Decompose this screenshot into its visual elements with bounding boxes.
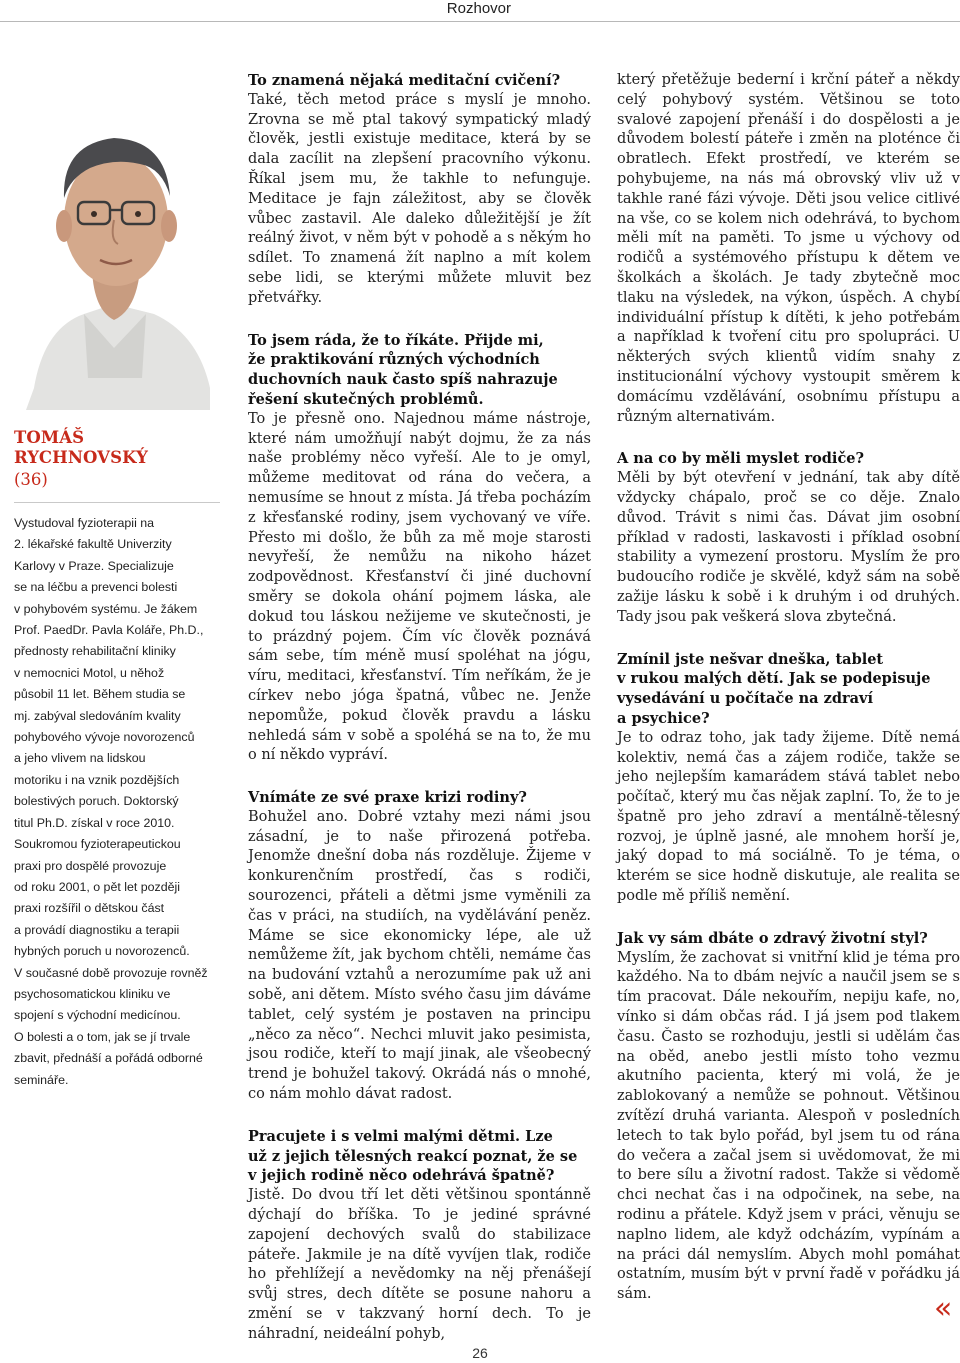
- question-line: duchovních nauk často spíš nahrazuje: [248, 371, 558, 389]
- answer-paragraph: Je to odraz toho, jak tady žijeme. Dítě nemá kolektiv, nemá čas a zájem rodiče, takže se jeho nejlepším kamarádem stává tablet nebo počítač, který mu čas nějak zaplní. To, že to je špatně pro jeho zdraví a mentálně-tělesný rozvoj, je úplně jasné, ale mnohem horší je, jaký dopad to má sociálně. To je téma, o kterém se sice hodně diskutuje, ale realita se podle mě příliš nemění.: [617, 729, 960, 905]
- question-line: a psychice?: [617, 709, 710, 727]
- portrait-photo: [14, 88, 218, 410]
- question-line: že praktikování různých východních: [248, 351, 540, 369]
- author-sidebar: [14, 428, 220, 1091]
- bio-line: 2. lékařské fakultě Univerzity: [14, 537, 172, 552]
- question-heading: [248, 1127, 591, 1186]
- bio-line: působil 11 let. Během studia se: [14, 687, 186, 702]
- bio-line: praxi pro dospělé provozuje: [14, 858, 167, 873]
- answer-paragraph: Také, těch metod práce s myslí je mnoho. Zrovna se mě ptal takový sympatický mladý člověk, jestli existuje meditace, která by se dala zacílit na zlepšení pracovního výkonu. Říkal jsem mu, že takhle to nefunguje. Meditace je fajn záležitost, aby se člověk vůbec zastavil. Ale daleko důležitější je žít reálný život, v něm být v pohodě a s někým ho sdílet. To znamená žít naplno a mít kolem sebe lidi, se kterými můžete mluvit bez přetvářky.: [248, 91, 591, 306]
- bio-line: pohybového vývoje novorozenců: [14, 730, 195, 745]
- question-heading: Vnímáte ze své praxe krizi rodiny?: [248, 789, 527, 807]
- question-heading: Jak vy sám dbáte o zdravý životní styl?: [617, 929, 928, 947]
- answer-paragraph: Myslím, že zachovat si vnitřní klid je téma pro každého. Na to dbám nejvíc a naučil jsem se s tím pracovat. Dále nekouřím, nepiju kafe, no, vínko si dám občas rád. I já jsem pod tlakem času. Často se rozhoduju, jestli si udělám čas na oběd, anebo jestli místo toho vezmu akutního pacienta, který mi volá, že je zablokovaný a nemůže se pohnout. Většinou zvítězí druhá varianta. Alespoň v posledních letech to tak bylo pořád, byl jsem tu od rána do večera a začal jsem si uvědomovat, že mi to bere sílu a životní radost. Takže si vědomě chci nechat čas i na odpočinek, na sebe, na rodinu a přátele. Když jsem v práci, věnuju se naplno lidem, ale když odcházím, vypínám a na práci dál nemyslím. Abych mohl pomáhat ostatním, musím být v první řadě v pořádku já sám.: [617, 949, 960, 1303]
- bio-line: praxi rozšířil o dětskou část: [14, 901, 165, 916]
- bio-line: motoriku i na vznik pozdějších: [14, 772, 180, 787]
- article-column-2: [248, 71, 591, 1345]
- sidebar-divider: [14, 502, 220, 503]
- bio-line: O bolesti a o tom, jak se jí trvale: [14, 1029, 191, 1044]
- question-line: Zmínil jste nešvar dneška, tablet: [617, 650, 884, 668]
- bio-line: semináře.: [14, 1072, 69, 1087]
- bio-line: v nemocnici Motol, u něhož: [14, 665, 165, 680]
- bio-text: [14, 513, 220, 1091]
- bio-line: přednosty rehabilitační kliniky: [14, 644, 176, 659]
- bio-line: a provádí diagnostiku a terapii: [14, 922, 180, 937]
- answer-paragraph: To je přesně ono. Najednou máme nástroje, které nám umožňují nabýt dojmu, že za nás naše problémy něco vyřeší. Ale to je omyl, můžeme meditovat od rána do večera, a nemusíme se hnout z místa. Já třeba pocházím z křesťanské rodiny, jsem vychovaný ve víře. Přesto mi došlo, že bůh za mě moje starosti nevyřeší, že nemůžu na nikoho házet zodpovědnost. Křesťanství či jiné duchovní směry se dokola ohání pojmem láska, ale dokud tou láskou nežijeme ve skutečnosti, je to prázdný pojem. Čím víc člověk poznává sám sebe, tím méně musí spoléhat na jógu, víru, meditaci, křesťanství. Tím neříkám, že je církev nebo jóga špatná, vůbec ne. Jenže nepomůže, pokud člověk pravdu a lásku nehledá sám v sobě a spoléhá se na to, že mu o ní někdo vypráví.: [248, 410, 591, 764]
- bio-line: V současné době provozuje rovněž: [14, 965, 208, 980]
- question-line: Pracujete i s velmi malými dětmi. Lze: [248, 1127, 553, 1145]
- bio-line: Prof. PaedDr. Pavla Koláře, Ph.D.,: [14, 623, 204, 638]
- bio-line: od roku 2001, o pět let později: [14, 879, 181, 894]
- bio-line: Soukromou fyzioterapeutickou: [14, 837, 181, 852]
- bio-line: spojení s východní medicínou.: [14, 1008, 181, 1023]
- bio-line: mj. zabýval sledováním kvality: [14, 708, 181, 723]
- question-line: To jsem ráda, že to říkáte. Přijde mi,: [248, 331, 544, 349]
- bio-line: bolestivých poruch. Doktorský: [14, 794, 179, 809]
- person-name: TOMÁŠ RYCHNOVSKÝ: [14, 428, 148, 467]
- question-line: už z jejich tělesných reakcí poznat, že se: [248, 1147, 578, 1165]
- question-line: v rukou malých dětí. Jak se podepisuje: [617, 670, 931, 688]
- bio-line: a jeho vlivem na lidskou: [14, 751, 146, 766]
- answer-paragraph: Měli by být otevření v jednání, tak aby dítě vždycky chápalo, proč se co děje. Znalo důvod. Trávit s nimi čas. Dávat jim osobní příklad v radosti, laskavosti i příklad osobní stability a vymezení prostoru. Myslím že pro budoucího rodiče je skvělé, když sám na sobě zažije lásku k sobě i k druhým i od druhých. Tady jsou pak veškerá slova zbytečná.: [617, 470, 960, 625]
- answer-paragraph: Bohužel ano. Dobré vztahy mezi námi jsou zásadní, je to naše přirozená potřeba. Jenomže dnešní doba nás rozděluje. Žijeme v konkurenčním prostředí, čas s rodiči, sourozenci, přáteli a dětmi jsme vyměnili za čas v práci, na studiích, na vydělávání peněz. Máme se sice ekonomicky lépe, ale už nemůžeme žít, jak bychom chtěli, nemáme čas na budování vztahů a nerozumíme pak už ani sobě, ani dětem. Místo svého času jim dáváme tablet, celý systém je postaven na principu „něco za něco“. Nechci mluvit jako pesimista, jsou rodiče, kteří to mají jinak, ale všeobecný trend je bohužel takový. Okrádá nás o mnohé, co nám mohlo dávat radost.: [248, 808, 591, 1103]
- answer-paragraph: Jistě. Do dvou tří let děti většinou spontánně dýchají do bříška. To je jediné správné zapojení dechových svalů do stabilizace páteře. Jakmile je na dítě vyvíjen tlak, rodiče ho přehlížejí a nevědomky na něj přenášejí svůj stres, dech dítěte se posune nahoru a změní se v takzvaný horní dech. To je náhradní, neideální pohyb,: [248, 1187, 591, 1342]
- section-label: Rozhovor: [446, 0, 511, 17]
- bio-line: zbavit, přednáší a pořádá odborné: [14, 1051, 203, 1066]
- bio-line: Karlovy v Praze. Specializuje: [14, 558, 174, 573]
- bio-line: se na léčbu a prevenci bolesti: [14, 580, 178, 595]
- person-age: (36): [14, 470, 48, 489]
- question-heading: To znamená nějaká meditační cvičení?: [248, 72, 561, 89]
- answer-paragraph: který přetěžuje bederní i krční páteř a někdy celý pohybový systém. Většinou se toto svalové zapojení přenáší i do dospělosti a je důvodem bolestí páteře i změn na ploténce či obratlech. Efekt prostředí, ve kterém se pohybujeme, na nás má obrovský vliv už v takhle rané fázi vývoje. Děti jsou velice citlivé na vše, co se kolem nich odehrává, to bychom měli mít na paměti. To jsme u výchovy od rodičů a systémového přístupu k dětem ve školkách a školách. Je tady zbytečně moc tlaku na výsledek, na výkon, úspěch. A chybí individuální přístup k dítěti, k jeho potřebám a například k tvoření citu pro spolupráci. U některých svých klientů vidím snahy z institucionální výchovy vystoupit směrem k domácímu vzdělávání, osobnímu přístupu a různým alternativám.: [617, 72, 960, 425]
- bio-line: v pohybovém systému. Je žákem: [14, 601, 198, 616]
- bio-line: titul Ph.D. získal v roce 2010.: [14, 815, 175, 830]
- question-line: řešení skutečných problémů.: [248, 390, 484, 408]
- bio-line: hybných poruch u novorozenců.: [14, 944, 190, 959]
- article-column-3: [617, 71, 960, 1305]
- end-of-article-mark: «: [934, 1291, 953, 1326]
- bio-line: psychosomatickou kliniku ve: [14, 986, 171, 1001]
- question-heading: [617, 650, 960, 729]
- page-header: [0, 0, 960, 22]
- question-heading: A na co by měli myslet rodiče?: [617, 450, 864, 468]
- header-divider: [0, 21, 960, 22]
- question-line: vysedávání u počítače na zdraví: [617, 690, 873, 708]
- bio-line: Vystudoval fyzioterapii na: [14, 516, 155, 530]
- question-line: v jejich rodině něco odehrává špatně?: [248, 1167, 555, 1185]
- page-number: 26: [472, 1345, 488, 1361]
- question-heading: [248, 331, 591, 410]
